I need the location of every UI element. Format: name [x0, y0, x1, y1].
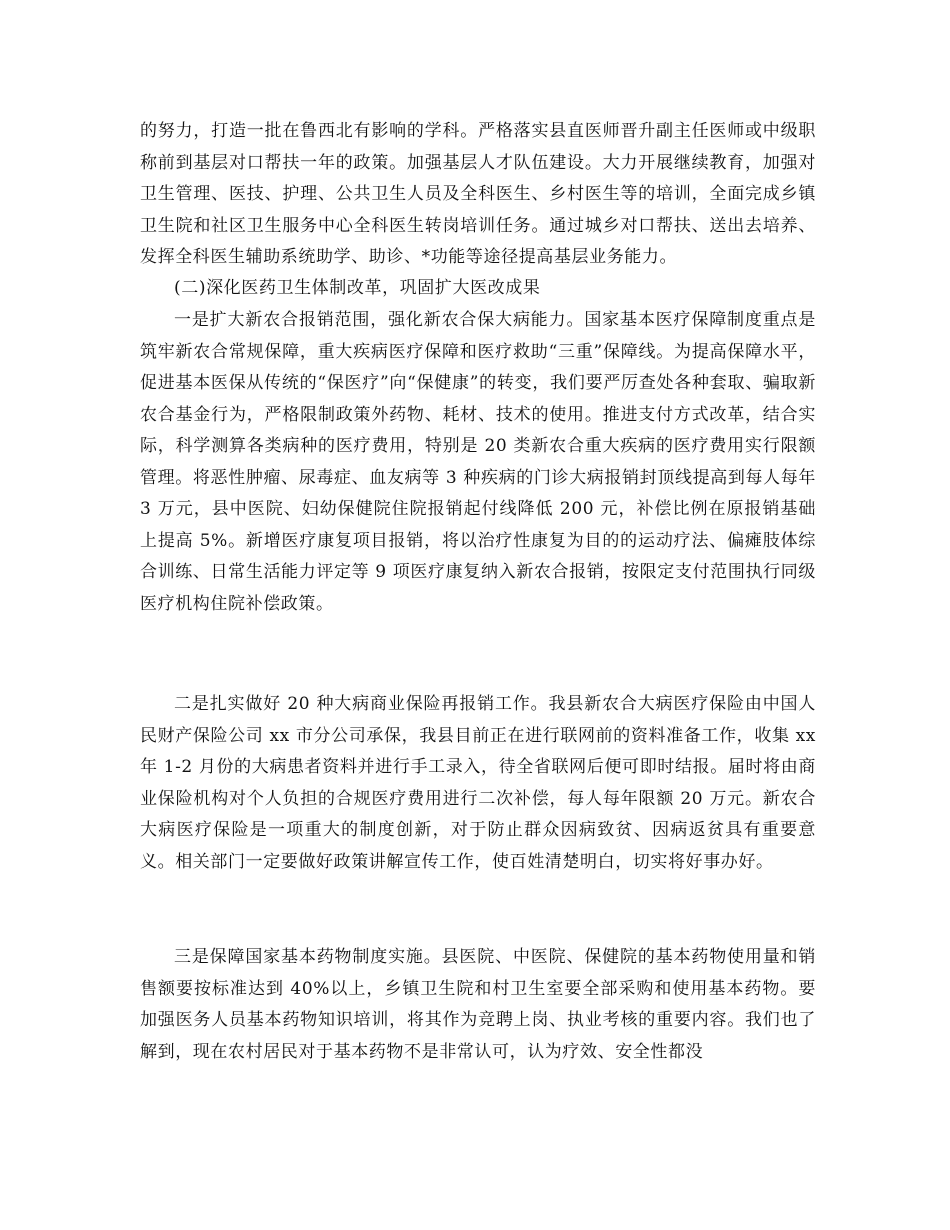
body-paragraph: [140, 689, 816, 878]
body-paragraph: [140, 116, 816, 274]
section-heading: (二)深化医药卫生体制改革，巩固扩大医改成果: [174, 278, 541, 298]
section-heading-block: [140, 273, 816, 305]
paragraph-item-three: 三是保障国家基本药物制度实施。县医院、中医院、保健院的基本药物使用量和销售额要按标准达到 40%以上，乡镇卫生院和村卫生室要全部采购和使用基本药物。要加强医务人员基本药物知识培训，将其作为竞聘上岗、执业考核的重要内容。我们也了解到，现在农村居民对于基本药物不是非常认可，认为疗效、安全性都没: [140, 947, 816, 1062]
paragraph-continuation: 的努力，打造一批在鲁西北有影响的学科。严格落实县直医师晋升副主任医师或中级职称前到基层对口帮扶一年的政策。加强基层人才队伍建设。大力开展继续教育，加强对卫生管理、医技、护理、公共卫生人员及全科医生、乡村医生等的培训，全面完成乡镇卫生院和社区卫生服务中心全科医生转岗培训任务。通过城乡对口帮扶、送出去培养、发挥全科医生辅助系统助学、助诊、*功能等途径提高基层业务能力。: [140, 121, 816, 267]
body-paragraph: [140, 305, 816, 620]
paragraph-item-two: 二是扎实做好 20 种大病商业保险再报销工作。我县新农合大病医疗保险由中国人民财产保险公司 xx 市分公司承保，我县目前正在进行联网前的资料准备工作，收集 xx 年 1-2 月份的大病患者资料并进行手工录入，待全省联网后便可即时结报。届时将由商业保险机构对个人负担的合规医疗费用进行二次补偿，每人每年限额 20 万元。新农合大病医疗保险是一项重大的制度创新，对于防止群众因病致贫、因病返贫具有重要意义。相关部门一定要做好政策讲解宣传工作，使百姓清楚明白，切实将好事办好。: [140, 694, 816, 872]
body-paragraph: [140, 942, 816, 1068]
paragraph-item-one: 一是扩大新农合报销范围，强化新农合保大病能力。国家基本医疗保障制度重点是筑牢新农合常规保障，重大疾病医疗保障和医疗救助“三重”保障线。为提高保障水平，促进基本医保从传统的“保医疗”向“保健康”的转变，我们要严厉查处各种套取、骗取新农合基金行为，严格限制政策外药物、耗材、技术的使用。推进支付方式改革，结合实际，科学测算各类病种的医疗费用，特别是 20 类新农合重大疾病的医疗费用实行限额管理。将恶性肿瘤、尿毒症、血友病等 3 种疾病的门诊大病报销封顶线提高到每人每年 3 万元，县中医院、妇幼保健院住院报销起付线降低 200 元，补偿比例在原报销基础上提高 5%。新增医疗康复项目报销，将以治疗性康复为目的的运动疗法、偏瘫肢体综合训练、日常生活能力评定等 9 项医疗康复纳入新农合报销，按限定支付范围执行同级医疗机构住院补偿政策。: [140, 310, 816, 614]
